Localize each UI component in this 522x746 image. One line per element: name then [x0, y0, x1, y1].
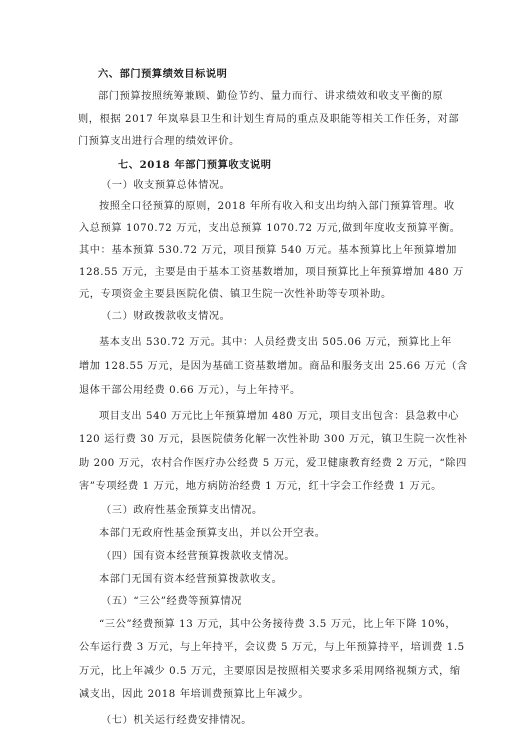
text-line: 增加 128.55 万元，是因为基础工资基数增加。商品和服务支出 25.66 万元（含	[79, 361, 468, 372]
subheading: （二）财政拨款收支情况。	[101, 311, 231, 322]
text-line: 入总预算 1070.72 万元，支出总预算 1070.72 万元,做到年度收支预算平衡。	[79, 223, 461, 234]
text-line: 退体干部公用经费 0.66 万元），与上年持平。	[79, 385, 301, 396]
subheading: （一）收支预算总体情况。	[101, 180, 231, 191]
text-line: 公车运行费 3 万元，与上年持平，会议费 5 万元，与上年预算持平，培训费 1.5	[79, 642, 465, 653]
subheading: （七）机关运行经费安排情况。	[101, 715, 253, 726]
text-line: 助 200 万元，农村合作医疗办公经费 5 万元，爱卫健康教育经费 2 万元，“除四	[79, 458, 467, 469]
text-line: 则，根据 2017 年岚皋县卫生和计划生育局的重点及职能等相关工作任务，对部	[78, 114, 460, 125]
text-line: 按照全口径预算的原则，2018 年所有收入和支出均纳入部门预算管理。收	[99, 201, 455, 212]
section-heading-seven: 七、2018 年部门预算收支说明	[118, 159, 272, 171]
section-heading-six: 六、部门预算绩效目标说明	[98, 68, 228, 80]
text-line: “三公”经费预算 13 万元，其中公务接待费 3.5 万元，比上年下降 10%，	[99, 619, 457, 630]
text-line: 120 运行费 30 万元，县医院债务化解一次性补助 300 万元，镇卫生院一次性补	[79, 434, 468, 445]
subheading: （四）国有资本经营预算拨款收支情况。	[101, 551, 296, 562]
text-line: 128.55 万元，主要是由于基本工资基数增加，项目预算比上年预算增加 480 万	[79, 267, 464, 278]
subheading: （三）政府性基金预算支出情况。	[101, 505, 263, 516]
text-line: 门预算支出进行合理的绩效评价。	[78, 136, 240, 147]
text-line: 部门预算按照统筹兼顾、勤俭节约、量力而行、讲求绩效和收支平衡的原	[98, 91, 444, 102]
text-line: 减支出，因此 2018 年培训费预算比上年减少。	[79, 689, 310, 700]
text-line: 其中：基本预算 530.72 万元，项目预算 540 万元。基本预算比上年预算增加	[79, 245, 457, 256]
text-line: 万元，比上年减少 0.5 万元，主要原因是按照相关要求多采用网络视频方式，缩	[79, 666, 461, 677]
text-line: 本部门无政府性基金预算支出，并以公开空表。	[99, 528, 326, 539]
text-line: 基本支出 530.72 万元。其中：人员经费支出 505.06 万元，预算比上年	[99, 337, 452, 348]
text-line: 项目支出 540 万元比上年预算增加 480 万元，项目支出包含：县急救中心	[99, 411, 459, 422]
text-line: 元，专项资金主要县医院化债、镇卫生院一次性补助等专项补助。	[79, 289, 392, 300]
text-line: 本部门无国有资本经营预算拨款收支。	[99, 574, 283, 585]
text-line: 害”专项经费 1 万元，地方病防治经费 1 万元，红十字会工作经费 1 万元。	[79, 481, 442, 492]
subheading: （五）“三公”经费等预算情况	[101, 596, 243, 607]
